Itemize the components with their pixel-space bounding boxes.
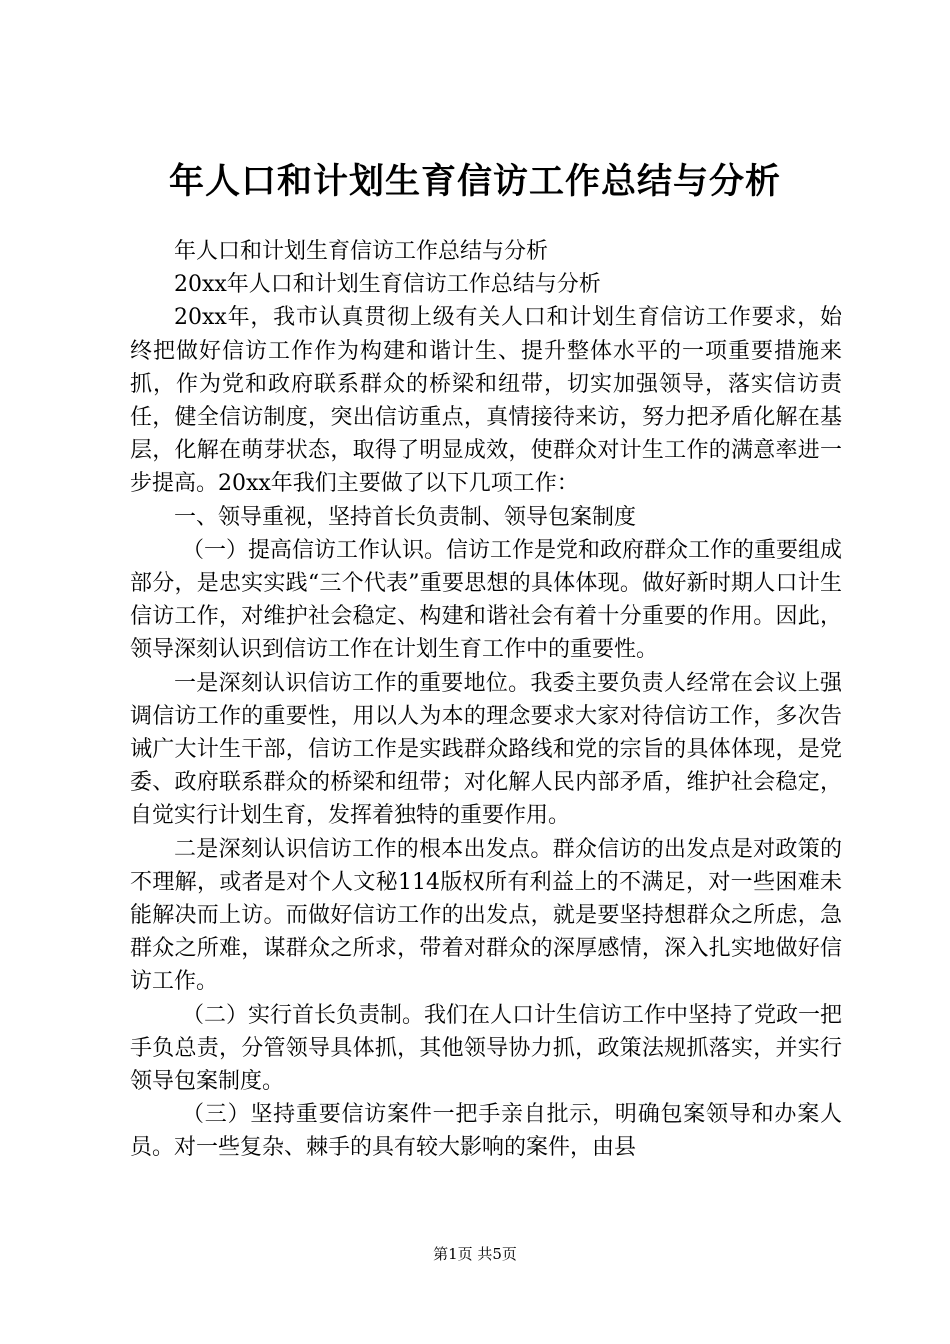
paragraph-intro: 20xx年，我市认真贯彻上级有关人口和计划生育信访工作要求，始终把做好信访工作作为构建和谐计生、提升整体水平的一项重要措施来抓，作为党和政府联系群众的桥梁和纽带，切实加强领导，落实信访责任，健全信访制度，突出信访重点，真情接待来访，努力把矛盾化解在基层，化解在萌芽状态，取得了明显成效，使群众对计生工作的满意率进一步提高。20xx年我们主要做了以下几项工作： — [130, 305, 842, 497]
document-body — [130, 235, 842, 1165]
paragraph-item-2: （二）实行首长负责制。我们在人口计生信访工作中坚持了党政一把手负总责，分管领导具体抓，其他领导协力抓，政策法规抓落实，并实行领导包案制度。 — [130, 1002, 843, 1095]
paragraph-subtitle-year: 20xx年人口和计划生育信访工作总结与分析 — [174, 272, 601, 298]
page-footer: 第1页 共5页 — [433, 1245, 517, 1263]
paragraph-subtitle: 年人口和计划生育信访工作总结与分析 — [174, 239, 549, 264]
paragraph-item-3: （三）坚持重要信访案件一把手亲自批示，明确包案领导和办案人员。对一些复杂、棘手的具有较大影响的案件，由县 — [130, 1102, 842, 1161]
paragraph-point-2: 二是深刻认识信访工作的根本出发点。群众信访的出发点是对政策的不理解，或者是对个人文秘114版权所有利益上的不满足，对一些困难未能解决而上访。而做好信访工作的出发点，就是要坚持想群众之所虑，急群众之所难，谋群众之所求，带着对群众的深厚感情，深入扎实地做好信访工作。 — [130, 836, 842, 995]
document-title: 年人口和计划生育信访工作总结与分析 — [168, 161, 781, 202]
section-heading-1: 一、领导重视，坚持首长负责制、领导包案制度 — [174, 504, 637, 530]
paragraph-point-1: 一是深刻认识信访工作的重要地位。我委主要负责人经常在会议上强调信访工作的重要性，用以人为本的理念要求大家对待信访工作，多次告诫广大计生干部，信访工作是实践群众路线和党的宗旨的具体体现，是党委、政府联系群众的桥梁和纽带；对化解人民内部矛盾，维护社会稳定，自觉实行计划生育，发挥着独特的重要作用。 — [130, 670, 842, 829]
paragraph-item-1: （一）提高信访工作认识。信访工作是党和政府群众工作的重要组成部分，是忠实实践“三个代表”重要思想的具体体现。做好新时期人口计生信访工作，对维护社会稳定、构建和谐社会有着十分重要的作用。因此，领导深刻认识到信访工作在计划生育工作中的重要性。 — [130, 537, 843, 663]
